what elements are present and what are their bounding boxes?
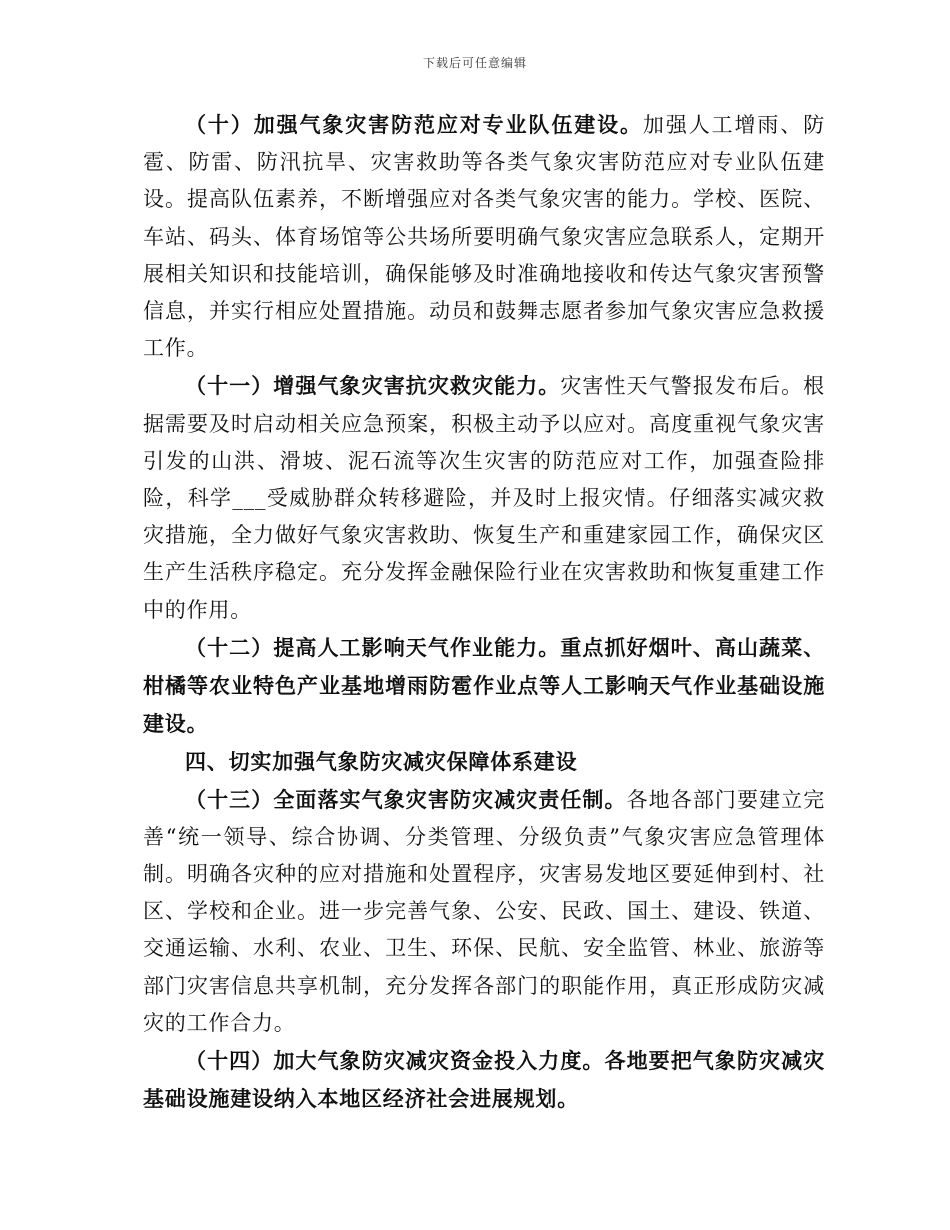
paragraph-12-lead: （十二）提高人工影响天气作业能力。重点抓好烟叶、高山蔬菜、柑橘等农业特色产业基地增雨防雹作业点等人工影响天气作业基础设施建设。 [143, 634, 825, 737]
paragraph-13-lead: （十三）全面落实气象灾害防灾减灾责任制。 [185, 786, 627, 812]
paragraph-10-lead: （十）加强气象灾害防范应对专业队伍建设。 [185, 112, 643, 137]
document-body [143, 106, 825, 1118]
paragraph-11 [143, 367, 825, 628]
paragraph-14-lead: （十四）加大气象防灾减灾资金投入力度。各地要把气象防灾减灾基础设施建设纳入本地区经济社会进展规划。 [143, 1048, 825, 1112]
paragraph-10-body: 加强人工增雨、防雹、防雷、防汛抗旱、灾害救助等各类气象灾害防范应对专业队伍建设。提高队伍素养，不断增强应对各类气象灾害的能力。学校、医院、车站、码头、体育场馆等公共场所要明确气象灾害应急联系人，定期开展相关知识和技能培训，确保能够及时准确地接收和传达气象灾害预警信息，并实行相应处置措施。动员和鼓舞志愿者参加气象灾害应急救援工作。 [143, 113, 825, 361]
paragraph-13 [143, 781, 825, 1042]
paragraph-11-lead: （十一）增强气象灾害抗灾救灾能力。 [185, 373, 561, 399]
section-heading: 四、切实加强气象防灾减灾保障体系建设 [185, 749, 578, 775]
paragraph-13-body: 各地各部门要建立完善“统一领导、综合协调、分类管理、分级负责”气象灾害应急管理体制。明确各灾种的应对措施和处置程序，灾害易发地区要延伸到村、社区、学校和企业。进一步完善气象、公安、民政、国土、建设、铁道、交通运输、水利、农业、卫生、环保、民航、安全监管、林业、旅游等部门灾害信息共享机制，充分发挥各部门的职能作用，真正形成防灾减灾的工作合力。 [143, 787, 826, 1035]
paragraph-14 [143, 1042, 825, 1118]
paragraph-12 [143, 629, 825, 744]
paragraph-11-body: 灾害性天气警报发布后。根据需要及时启动相关应急预案，积极主动予以应对。高度重视气象灾害引发的山洪、滑坡、泥石流等次生灾害的防范应对工作，加强查险排险，科学___受威胁群众转移避险，并及时上报灾情。仔细落实减灾救灾措施，全力做好气象灾害救助、恢复生产和重建家园工作，确保灾区生产生活秩序稳定。充分发挥金融保险行业在灾害救助和恢复重建工作中的作用。 [143, 374, 825, 622]
page-header: 下载后可任意编辑 [422, 56, 527, 70]
paragraph-10 [143, 106, 825, 367]
